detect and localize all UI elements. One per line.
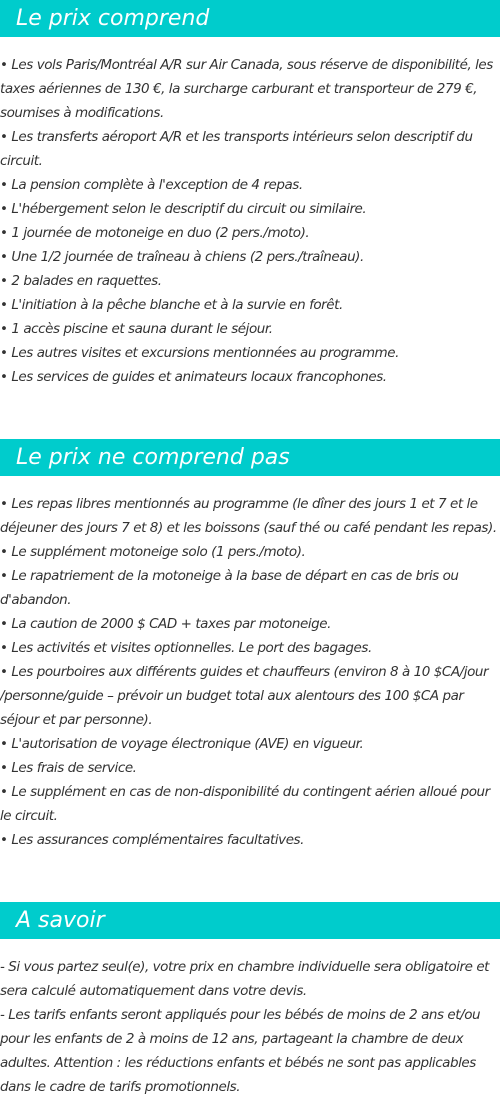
list-item: • Les services de guides et animateurs locaux francophones. [0, 369, 387, 385]
list-item: • L'autorisation de voyage électronique (AVE) en vigueur. [0, 736, 364, 752]
list-item: • Le supplément en cas de non-disponibilité du contingent aérien alloué pour le circuit. [0, 784, 490, 824]
section-body [0, 53, 500, 389]
list-item: • Le supplément motoneige solo (1 pers./moto). [0, 544, 306, 560]
list-item: • Les autres visites et excursions mentionnées au programme. [0, 345, 399, 361]
list-item: • L'hébergement selon le descriptif du circuit ou similaire. [0, 201, 367, 217]
list-item: • Les assurances complémentaires facultatives. [0, 832, 304, 848]
list-item: • Les repas libres mentionnés au programme (le dîner des jours 1 et 7 et le déjeuner des jours 7 et 8) et les boissons (sauf thé ou café pendant les repas). [0, 496, 497, 536]
section-title: Le prix ne comprend pas [0, 439, 500, 476]
list-item: - Les tarifs enfants seront appliqués pour les bébés de moins de 2 ans et/ou pour les enfants de 2 à moins de 12 ans, partageant la chambre de deux adultes. Attention : les réductions enfants et bébés ne sont pas applicables dans le cadre de tarifs promotionnels. [0, 1007, 481, 1095]
list-item: • La pension complète à l'exception de 4 repas. [0, 177, 303, 193]
section-title: Le prix comprend [0, 0, 500, 37]
list-item: • 2 balades en raquettes. [0, 273, 162, 289]
section-price-includes [0, 0, 500, 385]
section-price-excludes [0, 439, 500, 848]
section-body [0, 492, 500, 852]
list-item: • 1 accès piscine et sauna durant le séjour. [0, 321, 273, 337]
list-item: • Une 1/2 journée de traîneau à chiens (2 pers./traîneau). [0, 249, 364, 265]
list-item: • Le rapatriement de la motoneige à la base de départ en cas de bris ou d'abandon. [0, 568, 459, 608]
list-item: • Les pourboires aux différents guides et chauffeurs (environ 8 à 10 $CA/jour /personne/guide – prévoir un budget total aux alentours des 100 $CA par séjour et par personne). [0, 664, 489, 728]
list-item: • Les transferts aéroport A/R et les transports intérieurs selon descriptif du circuit. [0, 129, 473, 169]
list-item: • L'initiation à la pêche blanche et à la survie en forêt. [0, 297, 343, 313]
section-body [0, 955, 500, 1099]
list-item: - Si vous partez seul(e), votre prix en chambre individuelle sera obligatoire et sera calculé automatiquement dans votre devis. [0, 959, 490, 999]
list-item: • 1 journée de motoneige en duo (2 pers./moto). [0, 225, 310, 241]
list-item: • Les frais de service. [0, 760, 137, 776]
list-item: • Les vols Paris/Montréal A/R sur Air Canada, sous réserve de disponibilité, les taxes aériennes de 130 €, la surcharge carburant et transporteur de 279 €, soumises à modifications. [0, 57, 493, 121]
list-item: • La caution de 2000 $ CAD + taxes par motoneige. [0, 616, 331, 632]
list-item: • Les activités et visites optionnelles. Le port des bagages. [0, 640, 372, 656]
section-title: A savoir [0, 902, 500, 939]
section-good-to-know [0, 902, 500, 1095]
